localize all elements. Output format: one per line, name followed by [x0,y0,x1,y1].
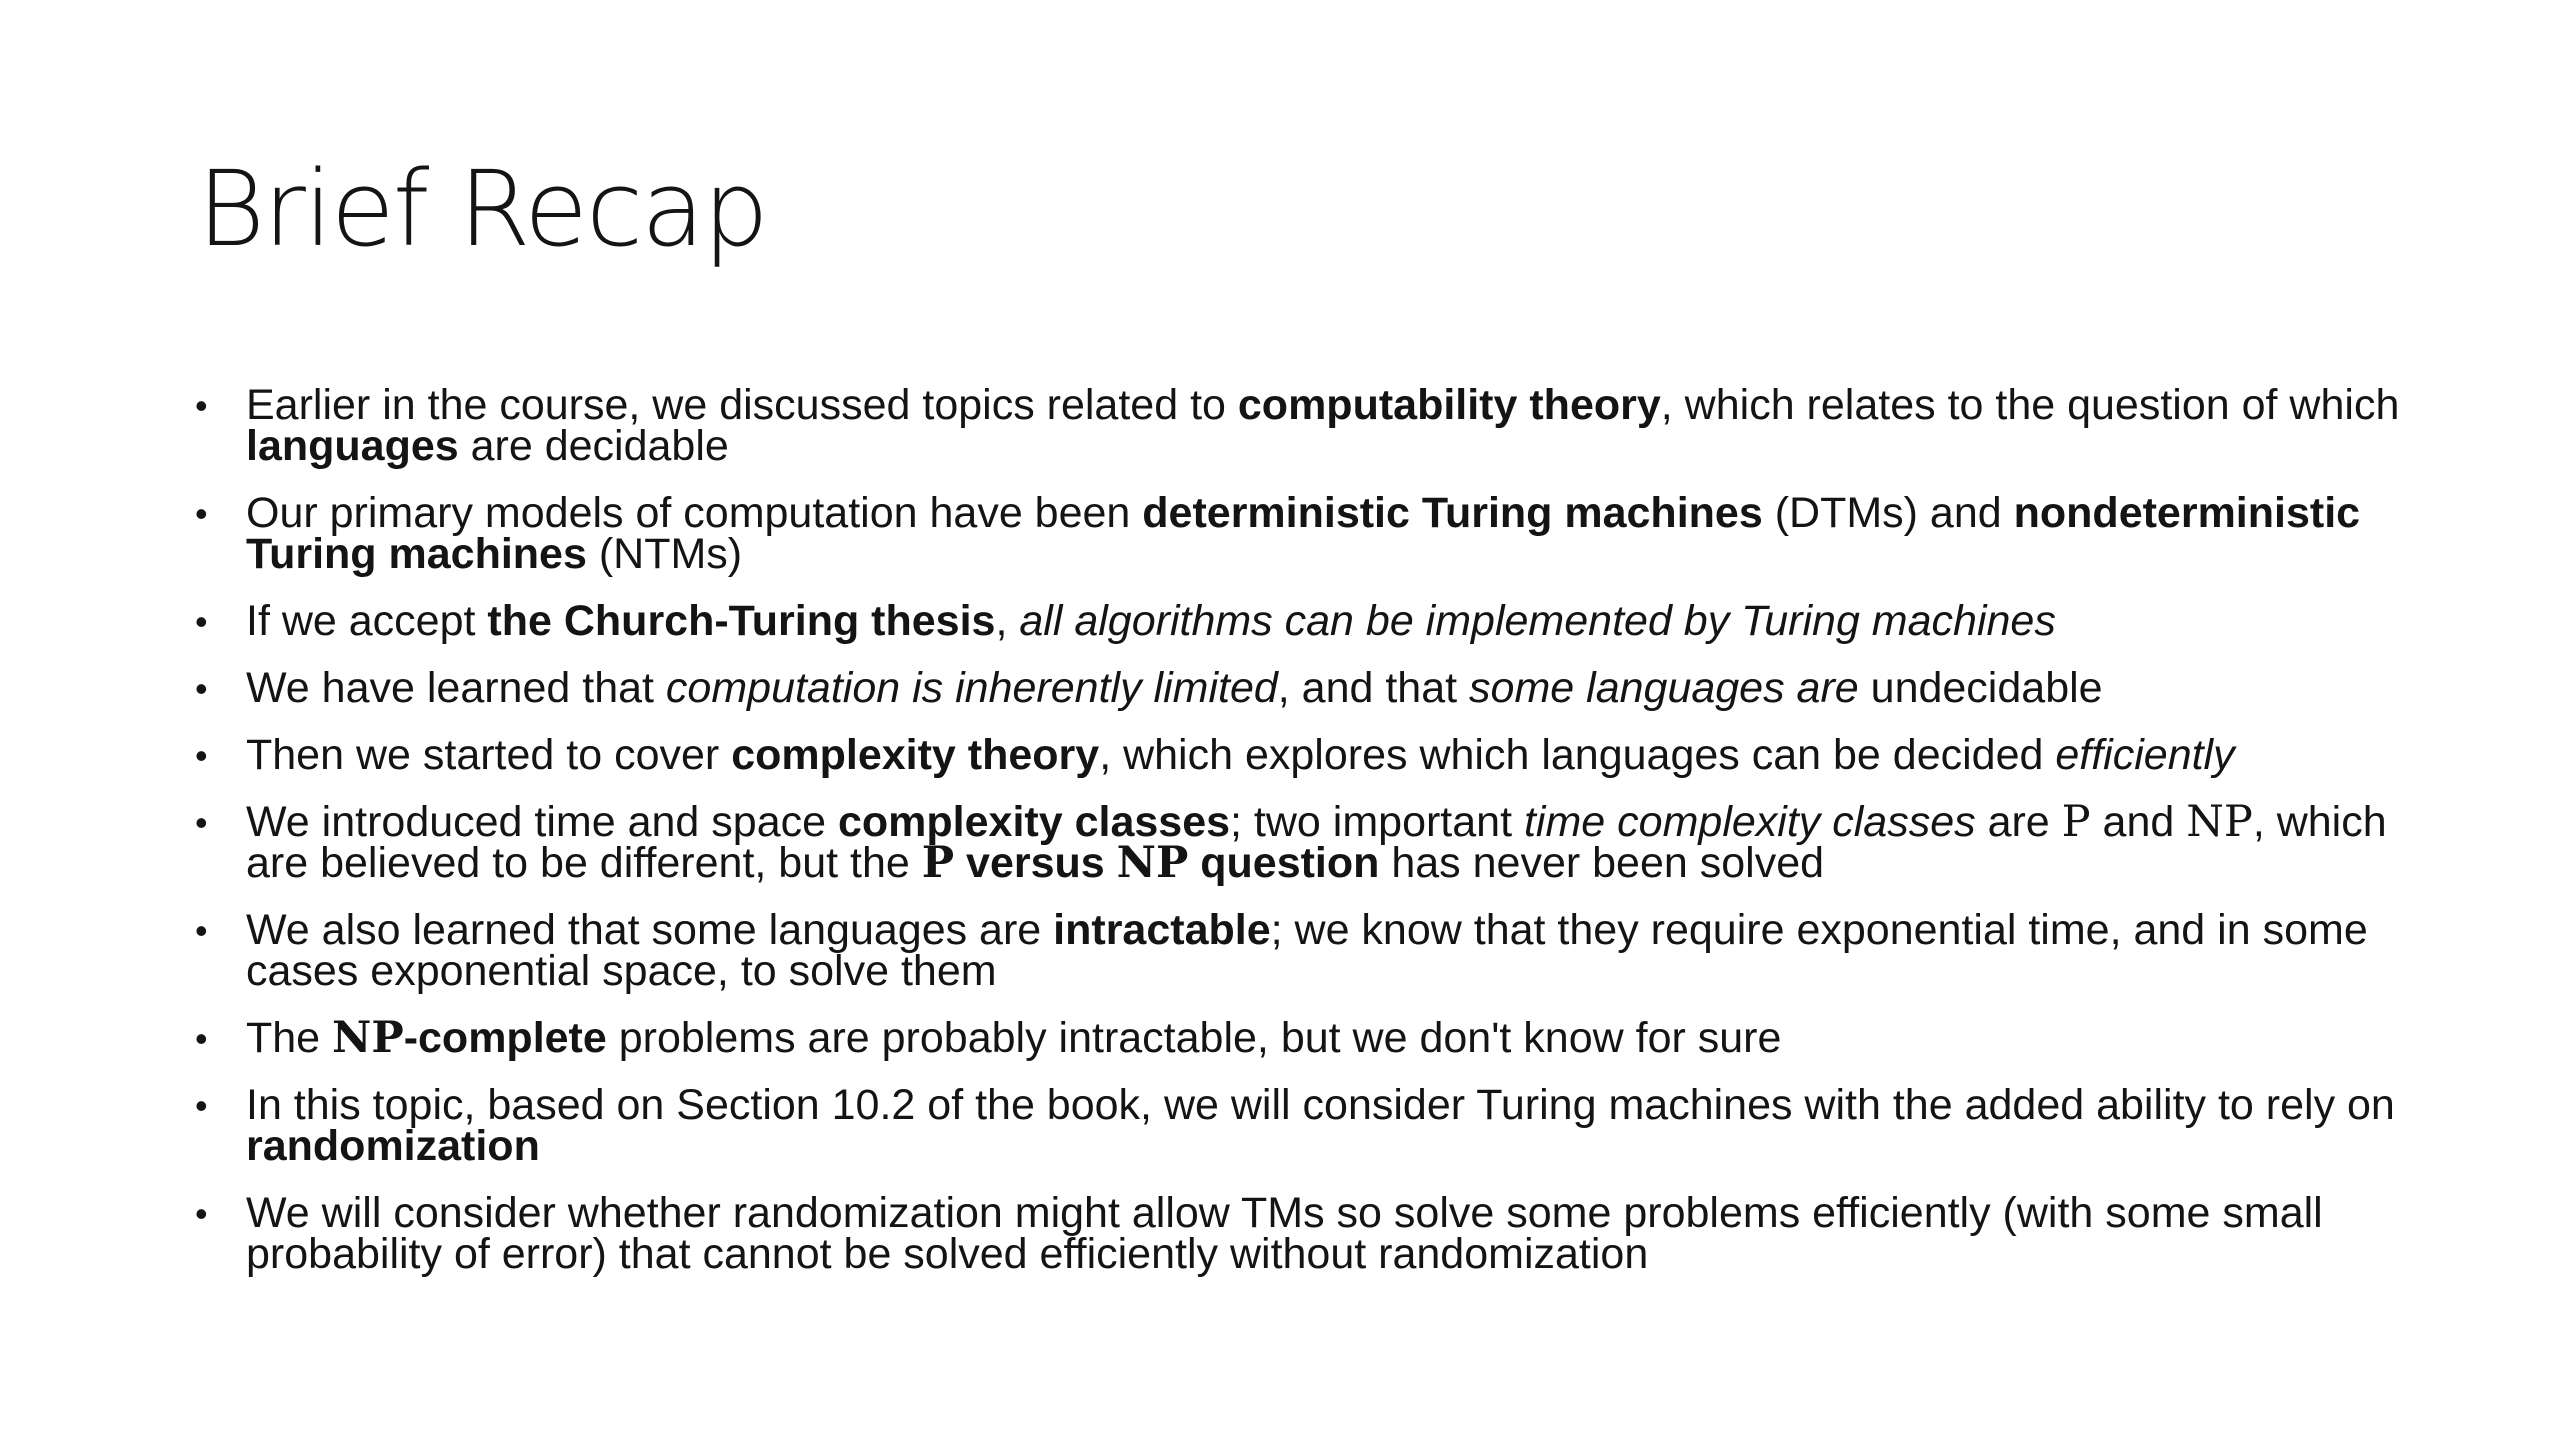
text-segment: Our primary models of computation have been [246,489,1143,537]
emphasis-text: time complexity classes [1523,798,1976,846]
text-segment: (NTMs) [586,530,743,578]
term-computability-theory: computability theory [1237,381,1661,429]
bullet-dot-icon: • [195,668,208,709]
emphasis-text: efficiently [2055,731,2235,779]
bullet-dot-icon: • [195,1193,208,1234]
bullet-list [190,381,2425,1301]
math-class-p: P [921,838,955,888]
text-segment: We also learned that some languages are [246,906,1054,954]
text-segment: , [995,597,1020,645]
bullet-item-computability [190,381,2425,470]
text-segment: We will consider whether randomization might allow TMs so solve some problems efficiently (with some small probability of error) that cannot be solved efficiently without randomization [246,1189,2323,1278]
term-church-turing-thesis: the Church-Turing thesis [487,597,996,645]
text-segment: Earlier in the course, we discussed topics related to [246,381,1238,429]
term-question: question [1188,839,1380,887]
term-ntm: nondeterministic Turing machines [246,489,2361,578]
text-segment: and [2090,798,2187,846]
bullet-dot-icon: • [195,493,208,534]
text-segment: are [1975,798,2062,846]
term-versus: versus [954,839,1117,887]
bullet-dot-icon: • [195,601,208,642]
text-segment: ; two important [1230,798,1524,846]
bullet-dot-icon: • [195,385,208,426]
text-segment: If we accept [246,597,488,645]
bullet-dot-icon: • [195,1018,208,1059]
text-segment: We have learned that [246,664,666,712]
bullet-item-models [190,489,2425,578]
bullet-item-efficiency [190,1189,2425,1278]
text-segment: , and that [1277,664,1470,712]
math-class-np: NP [1116,838,1189,888]
math-class-np: NP [332,1013,404,1063]
term-complexity-theory: complexity theory [731,731,1100,779]
text-segment: ; we know that they require exponential time, and in some cases exponential space, to solve them [246,906,2368,995]
term-languages: languages [246,422,459,470]
bullet-item-complexity-classes [190,797,2425,888]
bullet-item-church-turing [190,597,2425,645]
text-segment: We introduced time and space [246,798,838,846]
text-segment: are decidable [458,422,729,470]
bullet-item-randomization [190,1081,2425,1170]
term-complexity-classes: complexity classes [838,798,1231,846]
emphasis-text: computation is inherently limited [665,664,1278,712]
bullet-item-np-complete [190,1013,2425,1063]
bullet-item-complexity-theory [190,731,2425,779]
text-segment: , which explores which languages can be decided [1099,731,2056,779]
bullet-dot-icon: • [195,1085,208,1126]
text-segment: (DTMs) and [1762,489,2014,537]
bullet-dot-icon: • [195,910,208,951]
text-segment: problems are probably intractable, but we don't know for sure [606,1014,1782,1062]
slide-title: Brief Recap [197,148,767,270]
text-segment: , which are believed to be different, but the [246,798,2387,887]
text-segment: In this topic, based on Section 10.2 of the book, we will consider Turing machines with the added ability to rely on [246,1081,2395,1129]
term-np-complete: -complete [403,1014,607,1062]
text-segment: has never been solved [1379,839,1825,887]
text-segment: Then we started to cover [246,731,732,779]
emphasis-text: some languages are [1469,664,1859,712]
text-segment: , which relates to the question of which [1660,381,2400,429]
math-class-np: NP [2186,797,2253,847]
bullet-dot-icon: • [195,802,208,843]
text-segment: undecidable [1858,664,2103,712]
term-randomization: randomization [246,1122,540,1170]
bullet-item-intractable [190,906,2425,995]
text-segment: The [246,1014,333,1062]
bullet-item-limits [190,664,2425,712]
term-dtm: deterministic Turing machines [1142,489,1763,537]
term-intractable: intractable [1053,906,1271,954]
bullet-dot-icon: • [195,735,208,776]
math-class-p: P [2061,797,2091,847]
emphasis-text: all algorithms can be implemented by Turing machines [1019,597,2056,645]
